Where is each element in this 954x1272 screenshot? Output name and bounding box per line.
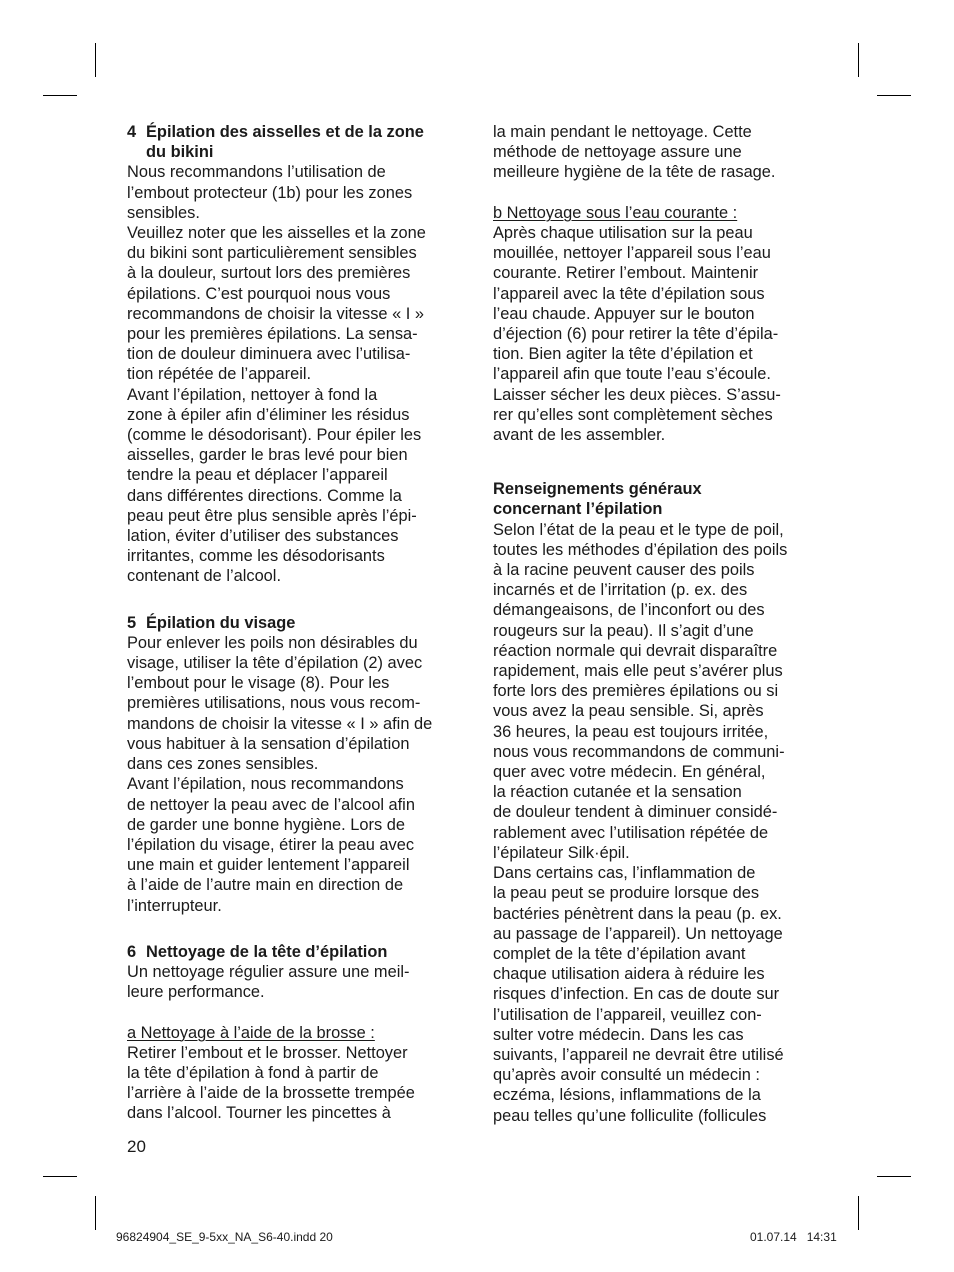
crop-mark-bottom-right-v [858, 1196, 859, 1230]
section-6-body: Un nettoyage régulier assure une meil- leure performance. [127, 962, 410, 1002]
crop-mark-top-right-v [858, 43, 859, 77]
crop-mark-bottom-left-v [95, 1196, 96, 1230]
right-column [493, 122, 833, 1126]
left-column [127, 122, 467, 1124]
page-number: 20 [127, 1137, 146, 1156]
footer-file-info: 96824904_SE_9-5xx_NA_S6-40.indd 20 [116, 1230, 333, 1244]
crop-mark-bottom-left-h [43, 1176, 77, 1177]
section-4-body: Nous recommandons l’utilisation de l’embout protecteur (1b) pour les zones sensibles. Veuillez noter que les aisselles et la zone du bikini sont particulièrement sensibles à la douleur, surtout lors des premières épilations. C’est pourquoi nous vous recommandons de choisir la vitesse « I » pour les premières épilations. La sensa- tion de douleur diminuera avec l’utilisa- tion répétée de l’appareil. Avant l’épilation, nettoyer à fond la zone à épiler afin d’éliminer les résidus (comme le désodorisant). Pour épiler les aisselles, garder le bras levé pour bien tendre la peau et déplacer l’appareil dans différentes directions. Comme la peau peut être plus sensible après l’épi- lation, éviter d’utiliser des substances irritantes, comme les désodorisants contenant de l’alcool. [127, 163, 426, 586]
crop-mark-bottom-right-h [877, 1176, 911, 1177]
section-4-heading: 4 Épilation des aisselles et de la zone du bikini [127, 123, 424, 162]
crop-mark-top-left-h [43, 95, 77, 96]
section-5-heading: 5 Épilation du visage [127, 613, 296, 632]
subsection-a-body: Retirer l’embout et le brosser. Nettoyer la tête d’épilation à fond à partir de l’arrière à l’aide de la brossette trempée dans l’alcool. Tourner les pincettes à [127, 1043, 415, 1123]
section-6-heading: 6 Nettoyage de la tête d’épilation [127, 942, 388, 961]
section-5-body: Pour enlever les poils non désirables du visage, utiliser la tête d’épilation (2) avec l’embout pour le visage (8). Pour les premières utilisations, nous vous recom- mandons de choisir la vitesse « I » afin de vous habituer à la sensation d’épilation dans ces zones sensibles. Avant l’épilation, nous recommandons de nettoyer la peau avec de l’alcool afin de garder une bonne hygiène. Lors de l’épilation du visage, étirer la peau avec une main et guider lentement l’appareil à l’aide de l’autre main en direction de l’interrupteur. [127, 633, 433, 915]
general-info-heading: Renseignements généraux concernant l’épilation [493, 480, 702, 519]
subsection-b-body: Après chaque utilisation sur la peau mouillée, nettoyer l’appareil sous l’eau courante. Retirer l’embout. Maintenir l’appareil avec la tête d’épilation sous l’eau chaude. Appuyer sur le bouton d’éjection (6) pour retirer la tête d’épila- tion. Bien agiter la tête d’épilation et l’appareil afin que toute l’eau s’écoule. Laisser sécher les deux pièces. S’assu- rer qu’elles sont complètement sèches avant de les assembler. [493, 224, 781, 445]
crop-mark-top-left-v [95, 43, 96, 77]
subsection-a-continued: la main pendant le nettoyage. Cette méthode de nettoyage assure une meilleure hygiène de la tête de rasage. [493, 123, 776, 182]
general-info-body: Selon l’état de la peau et le type de poil, toutes les méthodes d’épilation des poils à la racine peuvent causer des poils incarnés et de l’irritation (p. ex. des démangeaisons, de l’inconfort ou des rougeurs sur la peau). Il s’agit d’une réaction normale qui devrait disparaître rapidement, mais elle peut s’avérer plus forte lors des premières épilations ou si vous avez la peau sensible. Si, après 36 heures, la peau est toujours irritée, nous vous recommandons de communi- quer avec votre médecin. En général, la réaction cutanée et la sensation de douleur tendent à diminuer considé- rablement avec l’utilisation répétée de l’épilateur Silk·épil. Dans certains cas, l’inflammation de la peau peut se produire lorsque des bactéries pénètrent dans la peau (p. ex. au passage de l’appareil). Un nettoyage complet de la tête d’épilation avant chaque utilisation aidera à réduire les risques d’infection. En cas de doute sur l’utilisation de l’appareil, veuillez con- sulter votre médecin. Dans les cas suivants, l’appareil ne devrait être utilisé qu’après avoir consulté un médecin : eczéma, lésions, inflammations de la peau telles qu’une folliculite (follicules [493, 520, 788, 1125]
subsection-b-heading: b Nettoyage sous l’eau courante : [493, 203, 738, 222]
crop-mark-top-right-h [877, 95, 911, 96]
footer-date-time: 01.07.14 14:31 [750, 1230, 837, 1244]
subsection-a-heading: a Nettoyage à l’aide de la brosse : [127, 1023, 375, 1042]
